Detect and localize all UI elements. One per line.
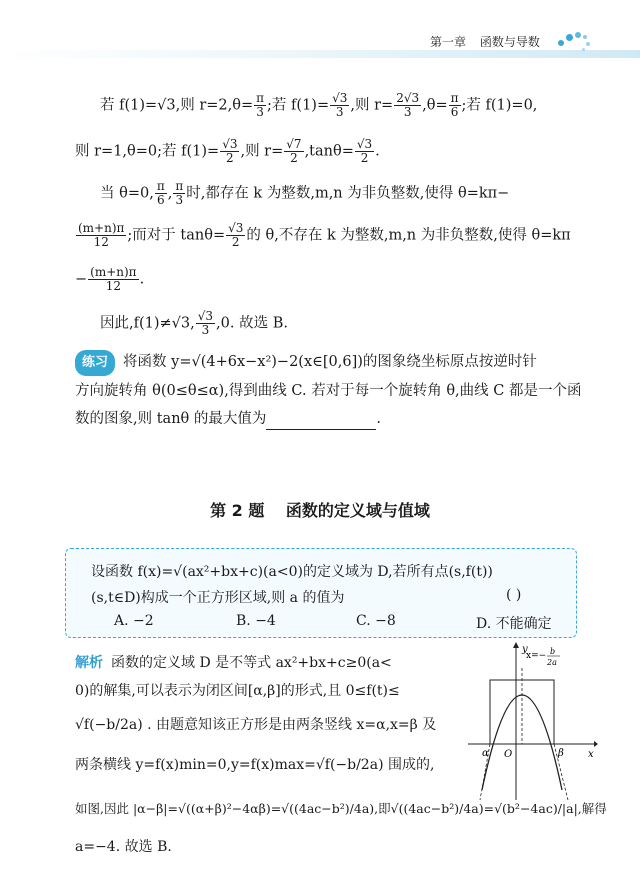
option-d[interactable]: D. 不能确定 <box>476 616 552 632</box>
exercise-line-3: 数的图象,则 tanθ 的最大值为 . <box>75 408 381 430</box>
answer-paren: ( ) <box>506 587 522 603</box>
solution-line-1: 若 f(1)=√3,则 r=2,θ= $\frac{\pi}{3}$ ;若 f(1)= $\frac{√3}{3}$ ,则 r= $\frac{2√3}{3}$ ,θ= $\frac{\pi}{6}$ ;若 f(1)=0, <box>100 91 538 119</box>
vertex-num: b <box>550 647 556 656</box>
analysis-line-1: 解析 函数的定义域 D 是不等式 ax²+bx+c≥0(a< <box>75 655 392 671</box>
alpha-label: α <box>482 748 489 759</box>
solution-line-2: 则 r=1,θ=0;若 f(1)= $\frac{√3}{2}$ ,则 r= $\frac{√7}{2}$ ,tanθ= $\frac{√3}{2}$ . <box>75 137 380 165</box>
x-axis-arrow <box>594 741 598 747</box>
answer-blank[interactable] <box>266 415 376 430</box>
section-title <box>0 498 640 521</box>
analysis-line-5: 如图,因此 |α−β|=√((α+β)²−4αβ)=√((4ac−b²)/4a),即√((4ac−b²)/4a)=√(b²−4ac)/|a|,解得 <box>75 801 607 816</box>
solution-line-5: − $\frac{(m+n)\pi}{12}$ . <box>75 265 145 293</box>
running-head <box>430 33 550 50</box>
option-b[interactable]: B. −4 <box>236 613 276 629</box>
exercise-line-2: 方向旋转角 θ(0≤θ≤α),得到曲线 C. 若对于每一个旋转角 θ,曲线 C 都是一个函 <box>75 383 582 399</box>
beta-label: β <box>558 748 564 759</box>
analysis-label: 解析 <box>75 655 103 671</box>
analysis-line-3: √f(−b/2a) . 由题意知该正方形是由两条竖线 x=α,x=β 及 <box>75 717 437 733</box>
section-number: 第 2 题 <box>210 501 265 520</box>
vertex-label: x=− <box>526 651 547 661</box>
chapter-title: 函数与导数 <box>479 35 540 49</box>
page-header <box>0 0 640 60</box>
header-band <box>0 50 640 58</box>
solution-line-3: 当 θ=0, $\frac{\pi}{6}$ , $\frac{\pi}{3}$ 时,都存在 k 为整数,m,n 为非负整数,使得 θ=kπ− <box>100 179 510 207</box>
problem-line-2: (s,t∈D)构成一个正方形区域,则 a 的值为 <box>91 590 345 606</box>
section-heading: 函数的定义域与值域 <box>285 501 430 520</box>
analysis-line-4: 两条横线 y=f(x)min=0,y=f(x)max=√f(−b/2a) 围成的, <box>75 757 435 773</box>
analysis-line-6: a=−4. 故选 B. <box>75 839 172 855</box>
y-axis-arrow <box>513 642 519 648</box>
problem-line-1: 设函数 f(x)=√(ax²+bx+c)(a<0)的定义域为 D,若所有点(s,f(t)) <box>91 564 493 580</box>
exercise-badge: 练习 <box>75 350 115 376</box>
parabola-graph <box>468 640 598 805</box>
analysis-line-2: 0)的解集,可以表示为闭区间[α,β]的形式,且 0≤f(t)≤ <box>75 683 400 699</box>
solution-conclusion: 因此,f(1)≠√3, $\frac{√3}{3}$ ,0. 故选 B. <box>100 309 288 337</box>
solution-line-4: $\frac{(m+n)\pi}{12}$ ;而对于 tanθ= $\frac{√3}{2}$ 的 θ,不存在 k 为整数,m,n 为非负整数,使得 θ=kπ <box>78 221 571 249</box>
option-a[interactable]: A. −2 <box>114 613 154 629</box>
vertex-den: 2a <box>547 658 557 667</box>
option-c[interactable]: C. −8 <box>356 613 396 629</box>
x-label: x <box>588 749 594 760</box>
exercise-line-1: 练习 将函数 y=√(4+6x−x²)−2(x∈[0,6])的图象绕坐标原点按逆时针 <box>75 350 537 376</box>
decorative-dots-icon <box>556 30 596 54</box>
origin-label: O <box>504 749 513 760</box>
problem-box <box>65 548 577 638</box>
y-label: y <box>522 644 528 655</box>
chapter-label: 第一章 <box>430 35 467 49</box>
